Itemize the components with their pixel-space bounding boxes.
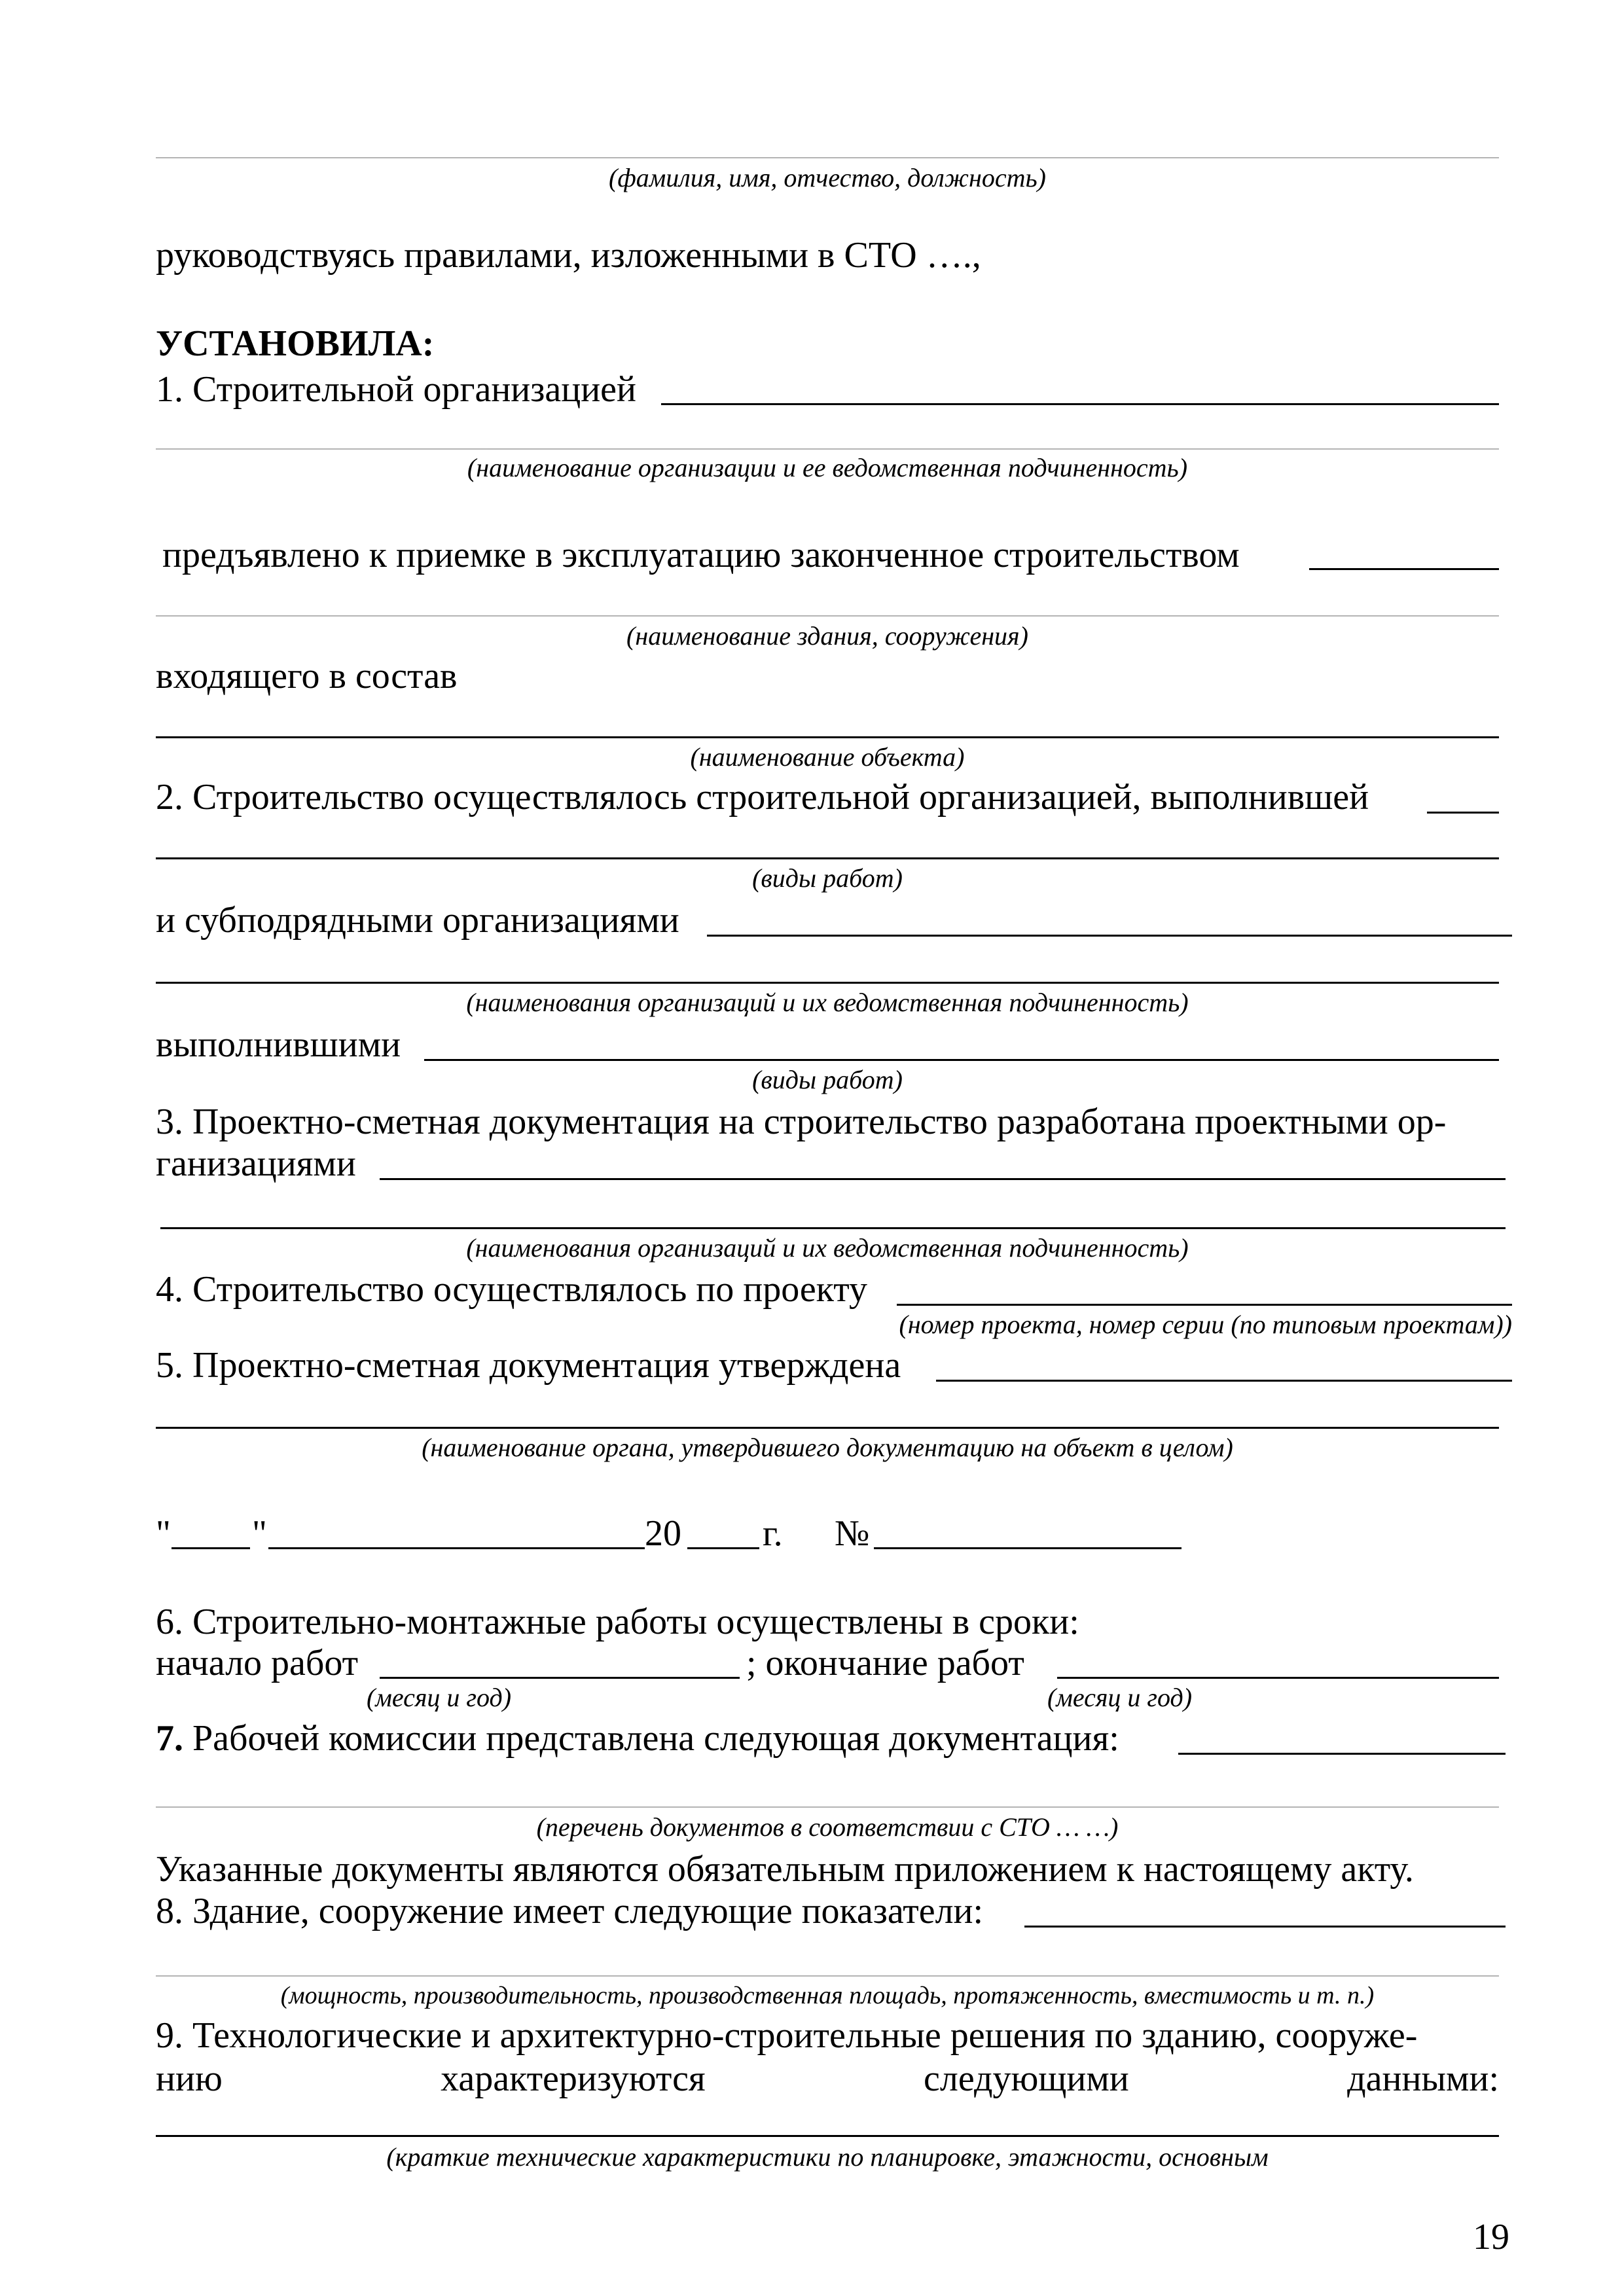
org-underline [156, 448, 1499, 450]
item-9-line-2 [156, 2060, 1499, 2097]
documentation-field[interactable] [1178, 1753, 1506, 1755]
documentation-line [156, 1806, 1499, 1808]
building-line [156, 615, 1499, 617]
fio-line [156, 157, 1499, 158]
object-name-caption: (наименование объекта) [690, 742, 965, 772]
item-5-label: 5. Проектно-сметная документация утверждена [156, 1345, 901, 1386]
project-number-caption: (номер проекта, номер серии (по типовым проектам)) [899, 1310, 1512, 1339]
month-year-caption-1: (месяц и год) [367, 1683, 512, 1712]
start-work-field[interactable] [380, 1677, 740, 1679]
subcontractors-label: и субподрядными организациями [156, 900, 679, 941]
document-number-field[interactable] [874, 1547, 1182, 1549]
design-orgs-field[interactable] [380, 1178, 1506, 1180]
date-month-field[interactable] [268, 1547, 645, 1549]
building-name-caption: (наименование здания, сооружения) [626, 621, 1028, 651]
doc-list-caption: (перечень документов в соответствии с СТО … …) [536, 1812, 1119, 1842]
performed-label: выполнившими [156, 1024, 401, 1065]
item-9-word: данными: [1347, 2058, 1499, 2099]
indicators-caption: (мощность, производительность, производственная площадь, протяженность, вместимость и т. п.) [280, 1982, 1375, 2009]
indicators-field[interactable] [1024, 1926, 1506, 1928]
item-7-text: Рабочей комиссии представлена следующая документация: [183, 1718, 1119, 1759]
brief-specs-caption: (краткие технические характеристики по планировке, этажности, основным [386, 2142, 1269, 2172]
date-day-field[interactable] [171, 1547, 250, 1549]
date-year-prefix: 20 [645, 1513, 681, 1554]
presented-text: предъявлено к приемке в эксплуатацию законченное строительством [162, 535, 1240, 575]
item-8-label: 8. Здание, сооружение имеет следующие показатели: [156, 1891, 984, 1931]
date-open-quote: " [156, 1513, 171, 1554]
org-name-caption: (наименование организации и ее ведомственная подчиненность) [467, 453, 1188, 482]
part-of-text: входящего в состав [156, 656, 458, 696]
performed-work-field[interactable] [424, 1059, 1499, 1061]
date-close-quote: " [252, 1513, 267, 1554]
design-orgs-caption: (наименования организаций и их ведомственная подчиненность) [466, 1233, 1189, 1263]
item-3-line-2: ганизациями [156, 1143, 356, 1184]
item-4-label: 4. Строительство осуществлялось по проекту [156, 1269, 867, 1310]
item-2-label: 2. Строительство осуществлялось строительной организацией, выполнившей [156, 777, 1369, 817]
fio-caption: (фамилия, имя, отчество, должность) [609, 163, 1046, 192]
item-7-number: 7. [156, 1718, 183, 1759]
item-6-label: 6. Строительно-монтажные работы осуществлены в сроки: [156, 1602, 1079, 1642]
object-field[interactable] [156, 736, 1499, 738]
end-work-label: ; окончание работ [746, 1643, 1024, 1683]
approving-body-caption: (наименование органа, утвердившего документацию на объект в целом) [422, 1433, 1233, 1462]
date-year-field[interactable] [687, 1547, 759, 1549]
item-3-line-1: 3. Проектно-сметная документация на строительство разработана проектными ор- [156, 1102, 1447, 1142]
end-work-field[interactable] [1057, 1677, 1499, 1679]
item-1-label: 1. Строительной организацией [156, 369, 636, 410]
month-year-caption-2: (месяц и год) [1047, 1683, 1193, 1712]
subcontractors-caption: (наименования организаций и их ведомственная подчиненность) [466, 988, 1189, 1017]
item-7-label [156, 1720, 1119, 1757]
docs-required-text: Указанные документы являются обязательным приложением к настоящему акту. [156, 1849, 1414, 1890]
item-9-line-1: 9. Технологические и архитектурно-строительные решения по зданию, сооруже- [156, 2015, 1418, 2056]
guided-text: руководствуясь правилами, изложенными в СТО …., [156, 235, 981, 276]
date-year-suffix: г. [763, 1513, 783, 1554]
project-field[interactable] [897, 1304, 1512, 1306]
contractor-work-field[interactable] [1427, 812, 1499, 814]
building-field[interactable] [1309, 568, 1499, 570]
contractor-work-field-line[interactable] [156, 857, 1499, 859]
established-heading: УСТАНОВИЛА: [156, 323, 435, 364]
date-number-sign: № [835, 1513, 870, 1554]
approval-field[interactable] [936, 1380, 1512, 1382]
subcontractors-field[interactable] [707, 935, 1512, 937]
item-9-word: характеризуются [441, 2058, 706, 2099]
design-orgs-field-line[interactable] [160, 1227, 1506, 1229]
work-types-caption-2: (виды работ) [752, 1065, 903, 1094]
item-9-word: следующими [924, 2058, 1129, 2099]
organization-field[interactable] [661, 403, 1499, 405]
item-9-word: нию [156, 2058, 223, 2099]
indicators-line [156, 1975, 1499, 1977]
specs-field[interactable] [156, 2135, 1499, 2137]
subcontractors-field-line[interactable] [156, 982, 1499, 984]
approval-field-line[interactable] [156, 1427, 1499, 1429]
start-work-label: начало работ [156, 1643, 359, 1683]
work-types-caption-1: (виды работ) [752, 863, 903, 893]
page-number: 19 [1473, 2217, 1509, 2257]
